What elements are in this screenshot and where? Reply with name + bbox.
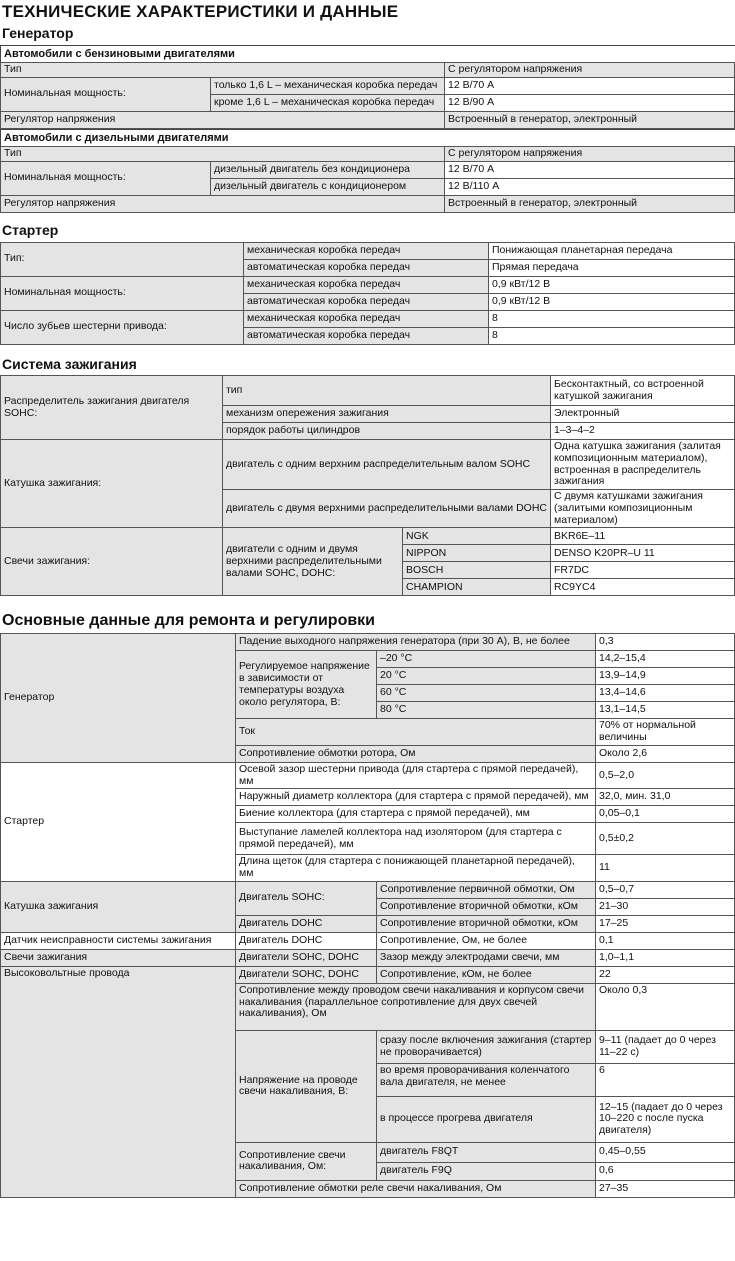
- condition: двигатель с одним верхним распределительным валом SOHC: [223, 440, 551, 490]
- condition: двигатель F9Q: [377, 1162, 596, 1180]
- condition: Сопротивление вторичной обмотки, кОм: [377, 915, 596, 932]
- value: 0,5±0,2: [596, 823, 735, 855]
- label: Катушка зажигания: [1, 881, 236, 932]
- condition: автоматическая коробка передач: [244, 259, 489, 276]
- condition: механическая коробка передач: [244, 276, 489, 293]
- condition: порядок работы цилиндров: [223, 423, 551, 440]
- value: Электронный: [551, 406, 735, 423]
- label: Регулятор напряжения: [1, 111, 445, 128]
- section-generator-title: Генератор: [2, 25, 74, 42]
- value: 32,0, мин. 31,0: [596, 789, 735, 806]
- condition: Сопротивление обмотки ротора, Ом: [236, 745, 596, 762]
- condition: Биение коллектора (для стартера с прямой передачей), мм: [236, 806, 596, 823]
- value: 6: [596, 1063, 735, 1096]
- value: 14,2–15,4: [596, 651, 735, 668]
- value: 11: [596, 855, 735, 882]
- value: 8: [489, 327, 735, 344]
- value: 17–25: [596, 915, 735, 932]
- condition: механическая коробка передач: [244, 310, 489, 327]
- temp: 20 °С: [377, 668, 596, 685]
- engine: Двигатели SOHC, DOHC: [236, 949, 377, 966]
- value: Около 2,6: [596, 745, 735, 762]
- value: С регулятором напряжения: [445, 63, 735, 78]
- value: 0,5–0,7: [596, 881, 735, 898]
- condition: Выступание ламелей коллектора над изолятором (для стартера с прямой передачей), мм: [236, 823, 596, 855]
- label: Стартер: [1, 762, 236, 881]
- label: Номинальная мощность:: [1, 77, 211, 111]
- section-repair-title: Основные данные для ремонта и регулировки: [2, 612, 376, 630]
- temp: 60 °С: [377, 685, 596, 702]
- value: 13,4–14,6: [596, 685, 735, 702]
- value: Бесконтактный, со встроенной катушкой зажигания: [551, 376, 735, 406]
- brand: NIPPON: [403, 545, 551, 562]
- value: DENSO K20PR–U 11: [551, 545, 735, 562]
- label: Число зубьев шестерни привода:: [1, 310, 244, 344]
- value: RC9YC4: [551, 579, 735, 596]
- temp: –20 °С: [377, 651, 596, 668]
- condition: Сопротивление обмотки реле свечи накаливания, Ом: [236, 1180, 596, 1197]
- diesel-header: Автомобили с дизельными двигателями: [0, 129, 735, 146]
- value: Встроенный в генератор, электронный: [445, 195, 735, 212]
- petrol-header: Автомобили с бензиновыми двигателями: [0, 45, 735, 62]
- engine: Двигатель DOHC: [236, 932, 377, 949]
- brand: CHAMPION: [403, 579, 551, 596]
- value: 0,45–0,55: [596, 1142, 735, 1162]
- generator-diesel-table: [0, 146, 735, 213]
- condition: двигатель F8QT: [377, 1142, 596, 1162]
- value: Понижающая планетарная передача: [489, 242, 735, 259]
- condition: Сопротивление, кОм, не более: [377, 966, 596, 983]
- value: С регулятором напряжения: [445, 147, 735, 162]
- label: Свечи зажигания:: [1, 528, 223, 596]
- value: Около 0,3: [596, 983, 735, 1030]
- condition: Сопротивление свечи накаливания, Ом:: [236, 1142, 377, 1180]
- condition: механическая коробка передач: [244, 242, 489, 259]
- condition: в процессе прогрева двигателя: [377, 1096, 596, 1142]
- condition: Сопротивление первичной обмотки, Ом: [377, 881, 596, 898]
- condition: механизм опережения зажигания: [223, 406, 551, 423]
- value: 22: [596, 966, 735, 983]
- label: Номинальная мощность:: [1, 276, 244, 310]
- value: 0,9 кВт/12 В: [489, 293, 735, 310]
- condition: Падение выходного напряжения генератора (при 30 А), В, не более: [236, 634, 596, 651]
- ignition-table: [0, 375, 735, 596]
- label: Тип: [1, 63, 445, 78]
- condition: Осевой зазор шестерни привода (для стартера с прямой передачей), мм: [236, 762, 596, 789]
- value: С двумя катушками зажигания (залитыми композиционным материалом): [551, 490, 735, 528]
- value: 12 В/90 А: [445, 94, 735, 111]
- label: Регулятор напряжения: [1, 195, 445, 212]
- condition: двигатель с двумя верхними распределительными валами DOHC: [223, 490, 551, 528]
- value: 70% от нормальной величины: [596, 719, 735, 746]
- condition: дизельный двигатель без кондиционера: [211, 161, 445, 178]
- value: 12 В/110 А: [445, 178, 735, 195]
- value: 13,1–14,5: [596, 702, 735, 719]
- repair-table: [0, 633, 735, 1198]
- condition: дизельный двигатель с кондиционером: [211, 178, 445, 195]
- value: 0,9 кВт/12 В: [489, 276, 735, 293]
- brand: NGK: [403, 528, 551, 545]
- value: 0,6: [596, 1162, 735, 1180]
- label: Катушка зажигания:: [1, 440, 223, 528]
- section-ignition-title: Система зажигания: [2, 355, 137, 372]
- value: 0,05–0,1: [596, 806, 735, 823]
- condition: Зазор между электродами свечи, мм: [377, 949, 596, 966]
- engine: Двигатель DOHC: [236, 915, 377, 932]
- condition: только 1,6 L – механическая коробка передач: [211, 77, 445, 94]
- condition: Сопротивление, Ом, не более: [377, 932, 596, 949]
- condition: во время проворачивания коленчатого вала двигателя, не менее: [377, 1063, 596, 1096]
- label: Тип:: [1, 242, 244, 276]
- condition: кроме 1,6 L – механическая коробка передач: [211, 94, 445, 111]
- value: 8: [489, 310, 735, 327]
- condition: Сопротивление вторичной обмотки, кОм: [377, 898, 596, 915]
- condition: Регулируемое напряжение в зависимости от температуры воздуха около регулятора, В:: [236, 651, 377, 719]
- label: Высоковольтные провода: [1, 966, 236, 1197]
- label: Свечи зажигания: [1, 949, 236, 966]
- value: Прямая передача: [489, 259, 735, 276]
- condition: двигатели с одним и двумя верхними распределительными валами SOHC, DOHC:: [223, 528, 403, 596]
- engine: Двигатели SOHC, DOHC: [236, 966, 377, 983]
- starter-table: [0, 242, 735, 345]
- value: Одна катушка зажигания (залитая композиционным материалом), встроенная в распределитель зажигания: [551, 440, 735, 490]
- page-title: ТЕХНИЧЕСКИЕ ХАРАКТЕРИСТИКИ И ДАННЫЕ: [2, 2, 399, 21]
- generator-petrol-table: [0, 62, 735, 129]
- condition: Длина щеток (для стартера с понижающей планетарной передачей), мм: [236, 855, 596, 882]
- engine: Двигатель SOHC:: [236, 881, 377, 915]
- value: 12 В/70 А: [445, 77, 735, 94]
- condition: Наружный диаметр коллектора (для стартера с прямой передачей), мм: [236, 789, 596, 806]
- value: Встроенный в генератор, электронный: [445, 111, 735, 128]
- label: Генератор: [1, 634, 236, 763]
- condition: Напряжение на проводе свечи накаливания, В:: [236, 1030, 377, 1142]
- value: BKR6E–11: [551, 528, 735, 545]
- condition: сразу после включения зажигания (стартер не проворачивается): [377, 1030, 596, 1063]
- value: FR7DC: [551, 562, 735, 579]
- brand: BOSCH: [403, 562, 551, 579]
- value: 21–30: [596, 898, 735, 915]
- label: Тип: [1, 147, 445, 162]
- value: 0,1: [596, 932, 735, 949]
- value: 1–3–4–2: [551, 423, 735, 440]
- label: Распределитель зажигания двигателя SOHC:: [1, 376, 223, 440]
- value: 0,5–2,0: [596, 762, 735, 789]
- value: 0,3: [596, 634, 735, 651]
- value: 1,0–1,1: [596, 949, 735, 966]
- label: Датчик неисправности системы зажигания: [1, 932, 236, 949]
- value: 12 В/70 А: [445, 161, 735, 178]
- condition: тип: [223, 376, 551, 406]
- condition: автоматическая коробка передач: [244, 293, 489, 310]
- value: 13,9–14,9: [596, 668, 735, 685]
- condition: автоматическая коробка передач: [244, 327, 489, 344]
- condition: Сопротивление между проводом свечи накаливания и корпусом свечи накаливания (параллельное сопротивление для двух свечей накаливания), Ом: [236, 983, 596, 1030]
- value: 9–11 (падает до 0 через 11–22 с): [596, 1030, 735, 1063]
- value: 12–15 (падает до 0 через 10–220 с после пуска двигателя): [596, 1096, 735, 1142]
- condition: Ток: [236, 719, 596, 746]
- section-starter-title: Стартер: [2, 221, 59, 238]
- temp: 80 °С: [377, 702, 596, 719]
- label: Номинальная мощность:: [1, 161, 211, 195]
- value: 27–35: [596, 1180, 735, 1197]
